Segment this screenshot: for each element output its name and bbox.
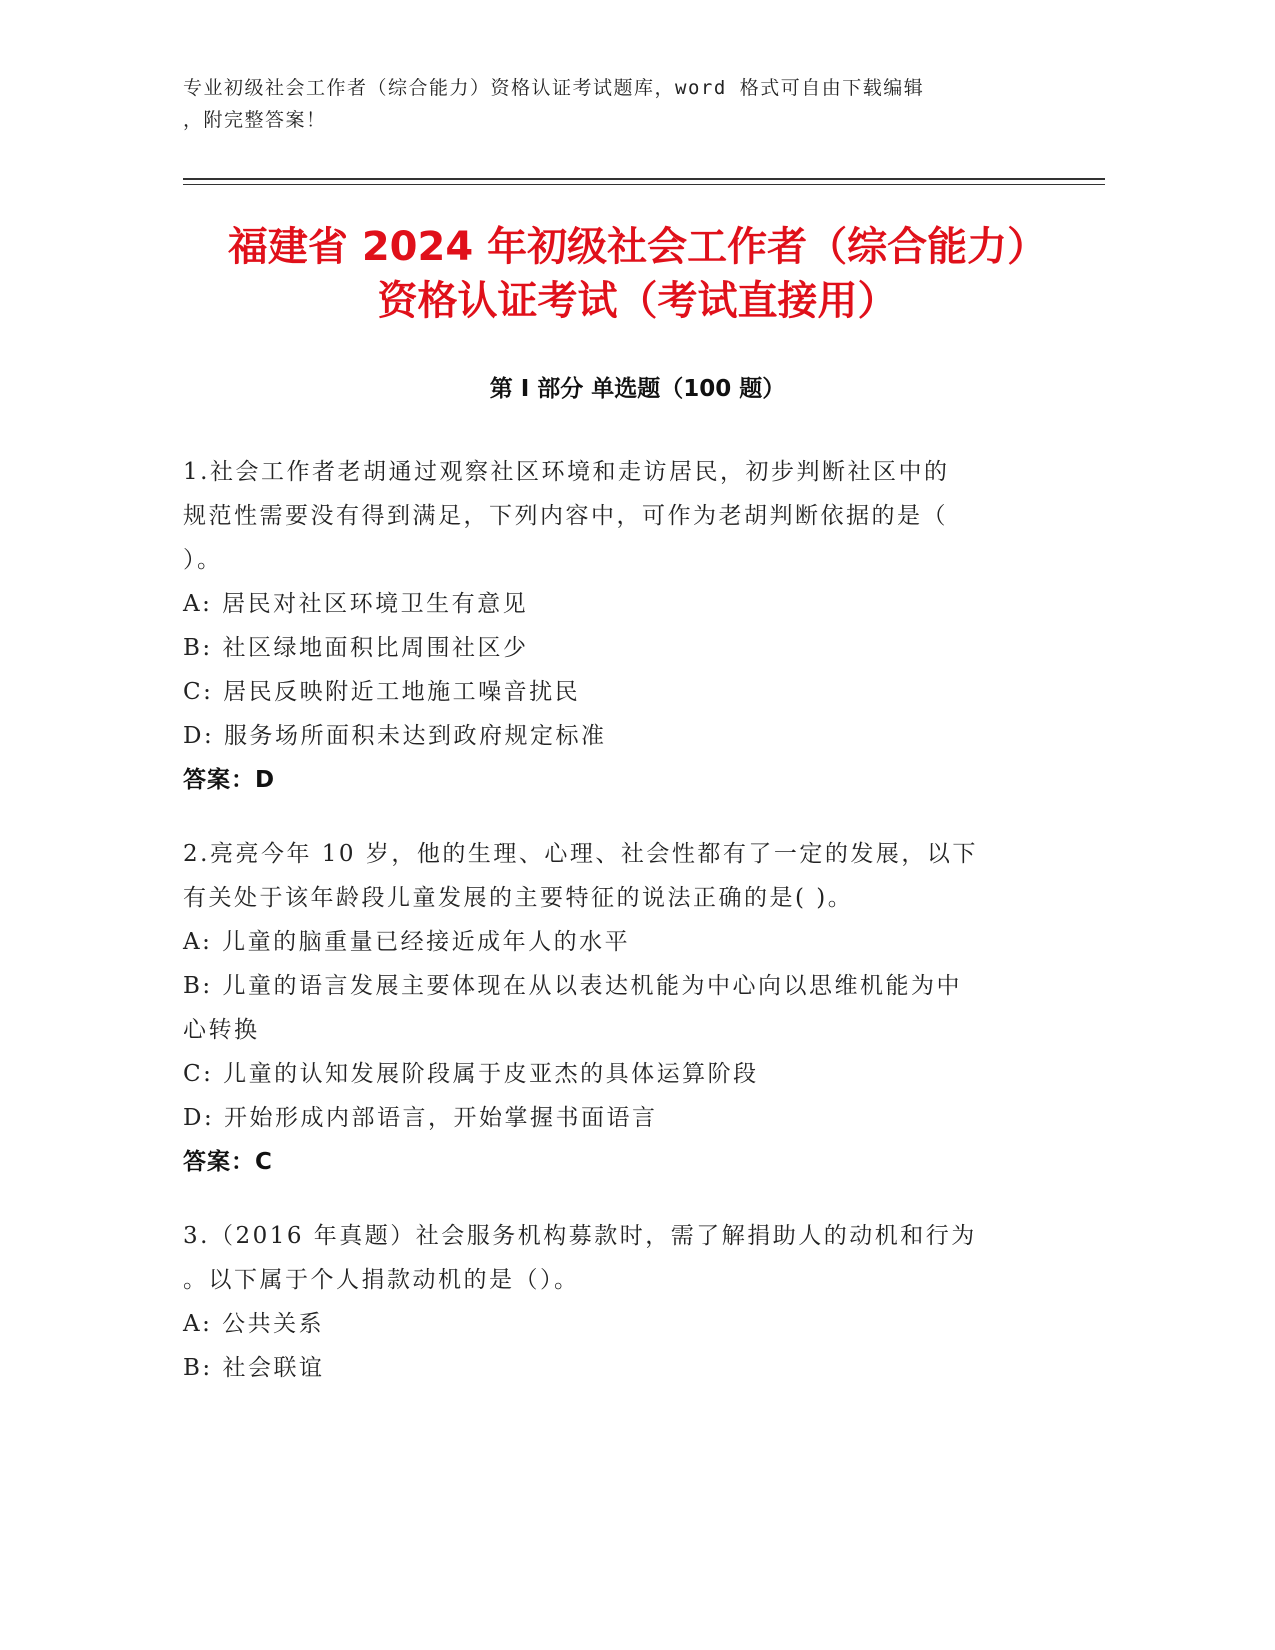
- document-title: [150, 220, 1125, 328]
- question-list: [183, 450, 1043, 1420]
- header-note-line: ，附完整答案！: [183, 109, 327, 131]
- option-a: A: 儿童的脑重量已经接近成年人的水平: [183, 929, 631, 955]
- question-1: [183, 450, 1043, 802]
- option-b-continued: 心转换: [183, 1017, 260, 1043]
- question-stem: 2.亮亮今年 10 岁，他的生理、心理、社会性都有了一定的发展，以下: [183, 841, 978, 867]
- question-stem: 1.社会工作者老胡通过观察社区环境和走访居民，初步判断社区中的: [183, 459, 950, 485]
- answer: 答案：C: [183, 1149, 273, 1175]
- question-stem: 规范性需要没有得到满足，下列内容中，可作为老胡判断依据的是（: [183, 503, 948, 529]
- answer: 答案：D: [183, 767, 276, 793]
- option-b: B: 社会联谊: [183, 1355, 325, 1381]
- question-stem: 。以下属于个人捐款动机的是（）。: [183, 1267, 580, 1293]
- question-2: [183, 832, 1043, 1184]
- option-a: A: 居民对社区环境卫生有意见: [183, 591, 529, 617]
- header-divider-thin: [183, 184, 1105, 185]
- header-note: [183, 72, 1063, 136]
- question-stem: 有关处于该年龄段儿童发展的主要特征的说法正确的是( )。: [183, 885, 854, 911]
- question-stem: ）。: [183, 547, 223, 573]
- header-divider-thick: [183, 178, 1105, 180]
- document-title-line: 福建省 2024 年初级社会工作者（综合能力）: [227, 224, 1048, 270]
- option-d: D: 服务场所面积未达到政府规定标准: [183, 723, 607, 749]
- option-c: C: 居民反映附近工地施工噪音扰民: [183, 679, 581, 705]
- option-b: B: 儿童的语言发展主要体现在从以表达机能为中心向以思维机能为中: [183, 973, 962, 999]
- section-heading: 第 I 部分 单选题（100 题）: [489, 376, 786, 402]
- question-3: [183, 1214, 1043, 1390]
- document-title-line: 资格认证考试（考试直接用）: [377, 278, 898, 324]
- question-stem: 3.（2016 年真题）社会服务机构募款时，需了解捐助人的动机和行为: [183, 1223, 977, 1249]
- option-a: A: 公共关系: [183, 1311, 325, 1337]
- option-d: D: 开始形成内部语言，开始掌握书面语言: [183, 1105, 658, 1131]
- option-b: B: 社区绿地面积比周围社区少: [183, 635, 529, 661]
- header-note-line: 专业初级社会工作者（综合能力）资格认证考试题库，word 格式可自由下载编辑: [183, 77, 925, 99]
- option-c: C: 儿童的认知发展阶段属于皮亚杰的具体运算阶段: [183, 1061, 759, 1087]
